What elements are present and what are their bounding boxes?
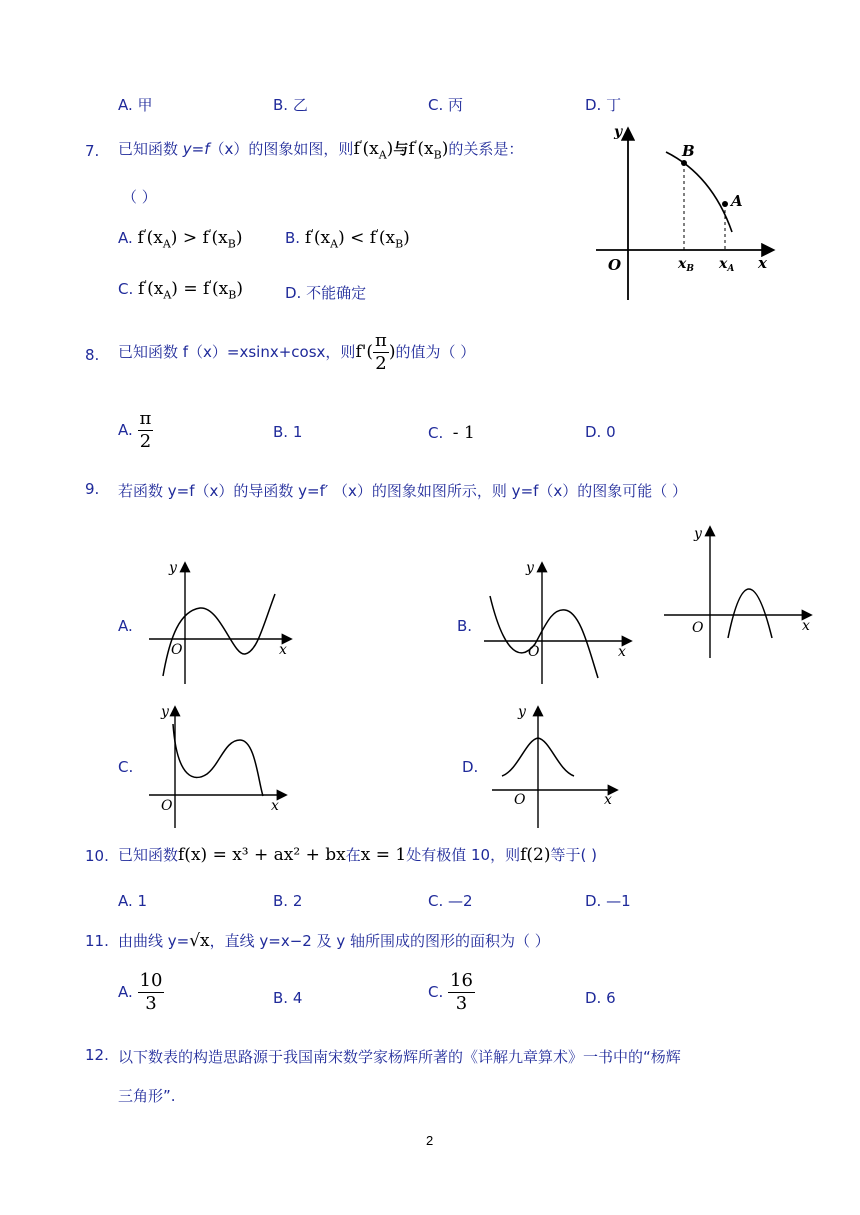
q9-option-d-graph (488, 700, 623, 830)
q11-option-c: C. $\frac{16}{3}$ (428, 970, 473, 1014)
q8-pi-over-2: $\frac{\pi}{2}$ (375, 330, 387, 374)
q6-option-a: A. 甲 (118, 96, 153, 114)
q9-option-c-label: C. (118, 758, 134, 776)
q12-line2: 三角形”. (118, 1087, 176, 1105)
q9-option-a-label: A. (118, 617, 133, 635)
q9-derivative-graph (660, 520, 820, 660)
q11-number: 11. (85, 932, 109, 950)
q10-option-a: A. 1 (118, 892, 148, 910)
svg-text:O: O (514, 792, 526, 808)
q8-number: 8. (85, 346, 100, 364)
q10-option-d: D. —1 (585, 892, 631, 910)
q10-number: 10. (85, 847, 109, 865)
q11-option-b: B. 4 (273, 989, 303, 1007)
q9-option-d-label: D. (462, 758, 479, 776)
q7-fxa: $f'(x_A)$ (353, 139, 394, 162)
svg-text:y: y (518, 704, 526, 720)
q7-answer-paren: （ ） (122, 188, 157, 206)
svg-text:y: y (161, 704, 169, 720)
svg-text:y: y (694, 526, 702, 542)
svg-text:y: y (526, 560, 534, 576)
q10-option-c: C. —2 (428, 892, 473, 910)
q12-line1: 以下数表的构造思路源于我国南宋数学家杨辉所著的《详解九章算术》一书中的“杨辉 (118, 1048, 681, 1066)
q7-fxb: $f'(x_B)$ (408, 139, 449, 162)
svg-text:x: x (802, 618, 810, 634)
q7-label-x: x (758, 254, 767, 272)
q7-option-a: A. $f'(x_A) > f'(x_B)$ (118, 228, 243, 251)
q9-option-b-label: B. (457, 617, 473, 635)
q8-option-d: D. 0 (585, 423, 616, 441)
q8-option-c: C. - 1 (428, 423, 475, 443)
q7-curve (666, 152, 732, 232)
q7-number: 7. (85, 142, 100, 160)
q11-option-d: D. 6 (585, 989, 616, 1007)
q8-stem: 已知函数 f（x）=xsinx+cosx，则f'( $\frac{\pi}{2}$ )的值为（ ） (118, 330, 476, 374)
q7-label-xb: $x_B$ (678, 256, 694, 274)
q6-option-c: C. 丙 (428, 96, 464, 114)
q9-option-b-graph (480, 556, 635, 686)
q6-option-b: B. 乙 (273, 96, 308, 114)
svg-text:x: x (279, 642, 287, 658)
q7-option-d: D. 不能确定 (285, 284, 367, 302)
q12-number: 12. (85, 1046, 109, 1064)
q9-stem: 若函数 y=f（x）的导函数 y=f′ （x）的图象如图所示，则 y=f（x）的图象可能（ ） (118, 482, 688, 500)
q9-number: 9. (85, 480, 100, 498)
q11-option-a: A. $\frac{10}{3}$ (118, 970, 163, 1014)
q7-label-a: A (731, 192, 743, 210)
q7-label-b: B (682, 142, 695, 160)
q6-option-d: D. 丁 (585, 96, 622, 114)
q7-label-xa: $x_A$ (719, 256, 735, 274)
svg-text:O: O (161, 798, 173, 814)
svg-text:O: O (692, 620, 704, 636)
svg-text:x: x (618, 644, 626, 660)
q7-option-c: C. $f'(x_A) = f'(x_B)$ (118, 279, 243, 302)
q7-option-b: B. $f'(x_A) < f'(x_B)$ (285, 228, 410, 251)
q10-stem: 已知函数f(x) = x³ + ax² + bx在x = 1处有极值 10，则f(2)等于( ) (118, 845, 597, 865)
q9-derivative-curve (728, 589, 772, 638)
q8-option-b: B. 1 (273, 423, 303, 441)
svg-text:O: O (528, 644, 540, 660)
q8-option-a: A. $\frac{\pi}{2}$ (118, 408, 152, 452)
svg-text:y: y (169, 560, 177, 576)
svg-text:x: x (604, 792, 612, 808)
q10-option-b: B. 2 (273, 892, 303, 910)
q9-option-a-graph (145, 556, 295, 686)
svg-text:x: x (271, 798, 279, 814)
q7-stem: 已知函数 y=f（x）的图象如图，则$f'(x_A)$与$f'(x_B)$的关系是： (118, 139, 524, 162)
page-number: 2 (426, 1133, 434, 1148)
q7-figure (592, 120, 782, 305)
q9-option-c-graph (145, 700, 290, 830)
q7-label-origin: O (608, 256, 622, 274)
q7-label-y: y (614, 124, 623, 140)
svg-text:O: O (171, 642, 183, 658)
q11-stem: 由曲线 y=√x，直线 y=x−2 及 y 轴所围成的图形的面积为（ ） (118, 931, 550, 951)
